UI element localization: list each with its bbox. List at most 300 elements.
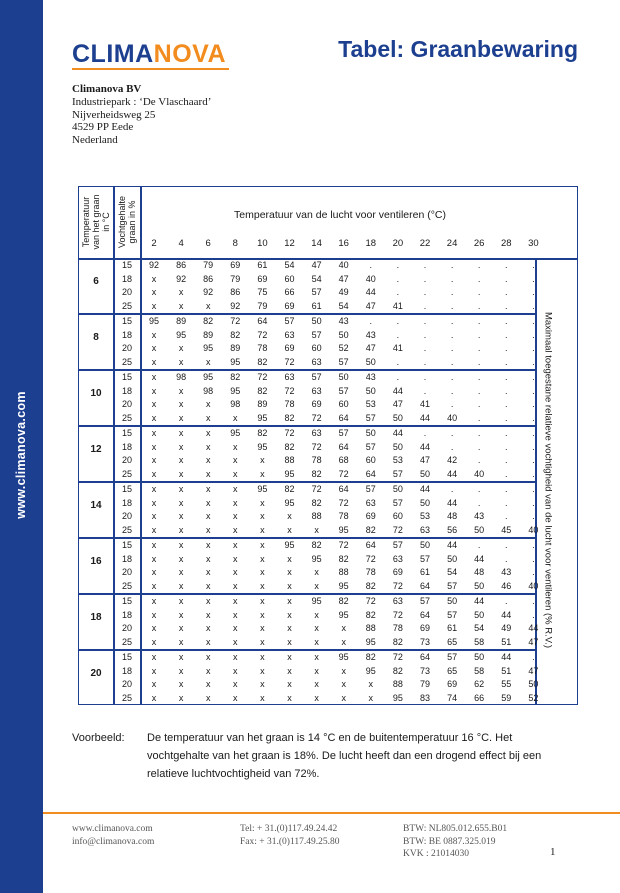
humidity-cell: x [260,468,265,479]
humidity-cell: x [205,455,211,466]
humidity-cell: 82 [284,441,295,452]
humidity-cell: 50 [338,329,349,340]
moisture-cell: 20 [121,343,132,354]
humidity-cell: x [205,665,211,676]
humidity-cell: . [505,287,508,298]
moisture-cell: 20 [121,511,132,522]
humidity-cell: 78 [284,399,295,410]
humidity-cell: x [178,468,184,479]
humidity-cell: . [532,484,535,494]
footer-divider [43,812,620,814]
humidity-cell: 57 [392,468,403,479]
humidity-cell: x [233,692,238,703]
humidity-cell: . [505,428,508,438]
humidity-cell: . [532,652,535,662]
humidity-cell: 82 [311,497,322,508]
humidity-cell: 53 [419,511,430,522]
humidity-cell: 64 [338,484,349,494]
logo-underline [72,68,229,70]
max-humidity-label: Maximaal toegestane relatieve vochtigheid van de lucht voor ventileren (% R.V.) [542,311,554,649]
humidity-cell: . [396,260,400,270]
humidity-cell: . [450,372,454,382]
humidity-cell: . [369,260,373,270]
humidity-cell: 44 [419,484,430,494]
humidity-cell: x [178,636,184,647]
humidity-cell: x [233,652,238,662]
humidity-cell: 95 [365,636,376,647]
humidity-cell: 82 [392,636,403,647]
air-temp-header-8: 8 [232,238,238,249]
humidity-cell: x [341,636,346,647]
humidity-cell: x [233,441,238,452]
humidity-cell: . [532,343,535,354]
humidity-cell: . [450,356,454,367]
humidity-cell: 95 [284,497,295,508]
humidity-cell: 82 [365,580,376,591]
humidity-cell: 48 [474,567,485,578]
humidity-cell: x [178,652,184,662]
humidity-cell: x [178,455,184,466]
humidity-cell: 82 [284,484,295,494]
humidity-cell: . [477,540,481,550]
humidity-cell: . [423,273,427,284]
humidity-cell: x [178,484,184,494]
humidity-cell: x [233,609,238,620]
humidity-cell: . [477,412,481,423]
humidity-cell: . [532,441,535,452]
humidity-cell: 75 [257,287,268,298]
humidity-cell: . [532,385,535,396]
humidity-cell: . [450,260,454,270]
humidity-cell: x [260,679,265,690]
humidity-cell: x [151,623,157,634]
humidity-cell: x [233,636,238,647]
humidity-cell: 95 [176,329,187,340]
humidity-cell: . [532,316,535,326]
humidity-cell: . [423,316,427,326]
humidity-cell: 72 [284,385,295,396]
footer-contact-phone [240,823,339,848]
humidity-cell: x [205,412,211,423]
humidity-cell: x [205,609,211,620]
column-divider [140,186,142,705]
moisture-cell: 20 [121,623,132,634]
humidity-cell: 82 [311,540,322,550]
humidity-cell: 82 [365,609,376,620]
humidity-cell: x [260,497,265,508]
humidity-cell: . [505,455,508,466]
humidity-cell: x [260,553,265,564]
humidity-cell: 40 [528,580,539,591]
humidity-cell: x [178,343,184,354]
humidity-cell: . [505,468,508,479]
address-line: Nederland [72,134,118,147]
humidity-cell: x [151,412,157,423]
humidity-cell: x [151,580,157,591]
humidity-cell: 44 [419,441,430,452]
humidity-cell: 95 [203,343,214,354]
humidity-cell: x [151,300,157,311]
humidity-cell: . [423,300,427,311]
logo-part-nova: NOVA [153,40,227,68]
humidity-cell: 52 [338,343,349,354]
humidity-cell: . [423,287,427,298]
humidity-cell: 57 [338,428,349,438]
humidity-cell: . [477,260,481,270]
humidity-cell: 50 [365,385,376,396]
humidity-cell: x [205,652,211,662]
humidity-cell: 79 [419,679,430,690]
humidity-cell: 50 [392,441,403,452]
humidity-cell: x [178,399,184,410]
example-text: De temperatuur van het graan is 14 °C en de buitentemperatuur 16 °C. Het vochtgehalte van het graan is 18%. De lucht heeft dan een drogend effect bij een relatieve luchtvochtigheid van 72%. [147,732,542,780]
humidity-cell: 95 [392,692,403,703]
humidity-cell: 61 [311,300,322,311]
humidity-cell: x [233,412,238,423]
humidity-cell: 57 [338,356,349,367]
humidity-cell: 63 [311,428,322,438]
humidity-cell: . [505,300,508,311]
humidity-cell: . [505,385,508,396]
address-line: 4529 PP Eede [72,121,134,134]
humidity-cell: 54 [311,273,322,284]
humidity-cell: 44 [447,497,458,508]
humidity-cell: 95 [203,372,214,382]
humidity-cell: 47 [392,399,403,410]
humidity-cell: x [233,665,238,676]
humidity-cell: . [532,540,535,550]
humidity-cell: . [505,329,508,340]
humidity-cell: 82 [230,329,241,340]
humidity-cell: x [178,553,184,564]
moisture-cell: 15 [121,484,132,494]
humidity-cell: x [178,524,184,535]
humidity-cell: x [233,567,238,578]
moisture-cell: 25 [121,692,132,703]
humidity-cell: . [450,441,454,452]
humidity-cell: x [178,623,184,634]
humidity-cell: 95 [284,540,295,550]
moisture-cell: 25 [121,580,132,591]
humidity-cell: x [151,455,157,466]
humidity-cell: 50 [311,316,322,326]
sidebar-stripe [0,0,43,893]
humidity-cell: 44 [474,596,485,606]
moisture-cell: 20 [121,679,132,690]
humidity-cell: x [151,484,157,494]
humidity-cell: x [151,356,157,367]
footer-registration [403,823,507,861]
humidity-cell: . [450,428,454,438]
company-logo [72,40,226,69]
humidity-cell: x [233,679,238,690]
footer-kvk: KVK : 21014030 [403,849,469,859]
humidity-cell: x [260,692,265,703]
humidity-cell: . [505,553,508,564]
humidity-cell: 89 [230,343,241,354]
humidity-cell: 64 [365,468,376,479]
humidity-cell: 47 [365,343,376,354]
humidity-cell: x [368,692,374,703]
humidity-cell: 95 [311,553,322,564]
air-temp-header-28: 28 [501,238,512,249]
group-separator [78,369,535,371]
humidity-cell: x [151,273,157,284]
humidity-cell: x [151,441,157,452]
humidity-cell: x [233,468,238,479]
humidity-cell: x [205,679,211,690]
humidity-cell: x [178,567,184,578]
humidity-cell: 95 [338,609,349,620]
moisture-cell: 25 [121,300,132,311]
moisture-cell: 20 [121,399,132,410]
sidebar-website: www.climanova.com [14,391,28,519]
humidity-cell: x [178,511,184,522]
document-title: Tabel: Graanbewaring [338,36,578,62]
humidity-cell: . [396,372,400,382]
humidity-cell: 64 [365,540,376,550]
humidity-cell: 64 [338,441,349,452]
humidity-cell: 50 [365,428,376,438]
humidity-cell: . [477,372,481,382]
humidity-cell: . [505,399,508,410]
humidity-cell: x [151,636,157,647]
humidity-cell: 47 [419,455,430,466]
humidity-cell: 50 [447,596,458,606]
humidity-cell: x [260,636,265,647]
humidity-cell: . [477,287,481,298]
humidity-cell: . [396,356,400,367]
air-temperature-title: Temperatuur van de lucht voor ventileren (°C) [234,209,446,221]
humidity-cell: x [287,623,292,634]
humidity-cell: x [151,343,157,354]
humidity-cell: 57 [311,287,322,298]
humidity-cell: 61 [257,260,268,270]
humidity-cell: . [505,316,508,326]
humidity-cell: x [178,385,184,396]
humidity-cell: . [450,273,454,284]
humidity-cell: x [205,497,211,508]
air-temp-header-16: 16 [338,238,349,249]
humidity-cell: 72 [392,609,403,620]
humidity-cell: . [477,300,481,311]
humidity-cell: 65 [447,665,458,676]
humidity-cell: 52 [528,692,539,703]
humidity-cell: 41 [392,343,403,354]
humidity-cell: 72 [365,596,376,606]
humidity-cell: . [505,484,508,494]
air-temp-header-18: 18 [365,238,377,249]
humidity-cell: x [287,596,292,606]
humidity-cell: x [205,468,211,479]
humidity-cell: . [532,428,535,438]
humidity-cell: x [233,524,238,535]
humidity-cell: 57 [392,497,403,508]
humidity-cell: . [477,316,481,326]
humidity-cell: . [532,609,535,620]
humidity-cell: x [260,511,265,522]
humidity-cell: 63 [311,385,322,396]
moisture-cell: 18 [121,609,132,620]
humidity-cell: . [505,260,508,270]
humidity-cell: x [205,692,211,703]
humidity-cell: 72 [284,356,295,367]
humidity-cell: 69 [419,623,430,634]
humidity-cell: 47 [528,665,539,676]
humidity-cell: . [505,412,508,423]
humidity-cell: 86 [230,287,241,298]
humidity-cell: 92 [176,273,187,284]
humidity-cell: 69 [230,260,241,270]
humidity-cell: 72 [392,524,403,535]
humidity-cell: . [423,356,427,367]
humidity-cell: 95 [338,524,349,535]
humidity-cell: 72 [365,553,376,564]
humidity-cell: 44 [447,540,458,550]
group-separator [78,481,535,483]
humidity-cell: x [314,692,319,703]
humidity-cell: 63 [284,329,295,340]
humidity-cell: . [423,343,427,354]
humidity-cell: 55 [501,679,512,690]
humidity-cell: x [233,455,238,466]
humidity-cell: 65 [447,636,458,647]
grain-temp-20: 20 [90,668,102,679]
humidity-cell: . [532,356,535,367]
humidity-cell: x [151,385,157,396]
humidity-cell: x [260,567,265,578]
humidity-cell: x [205,484,211,494]
humidity-cell: 50 [447,553,458,564]
humidity-cell: 47 [338,273,349,284]
humidity-cell: x [151,596,157,606]
humidity-cell: 92 [203,287,214,298]
humidity-cell: 79 [257,300,268,311]
group-separator [78,593,535,595]
humidity-cell: 50 [338,372,349,382]
logo-part-clima: CLIMA [72,40,154,68]
humidity-cell: 44 [501,609,512,620]
humidity-cell: . [532,260,535,270]
humidity-cell: . [477,497,481,508]
humidity-cell: x [205,399,211,410]
humidity-cell: . [532,287,535,298]
humidity-cell: 53 [365,399,376,410]
humidity-cell: 72 [311,441,322,452]
humidity-cell: . [423,428,427,438]
humidity-cell: 78 [338,511,349,522]
humidity-cell: 63 [392,596,403,606]
humidity-cell: x [205,553,211,564]
humidity-cell: . [423,260,427,270]
humidity-cell: 50 [392,412,403,423]
humidity-cell: x [341,665,346,676]
humidity-cell: 50 [419,468,430,479]
humidity-cell: x [287,679,292,690]
humidity-cell: 60 [365,455,376,466]
moisture-cell: 18 [121,329,132,340]
humidity-cell: 82 [392,665,403,676]
humidity-cell: x [205,623,211,634]
grain-temp-8: 8 [93,332,99,343]
humidity-cell: 69 [311,399,322,410]
humidity-cell: 79 [230,273,241,284]
humidity-cell: 60 [338,399,349,410]
humidity-cell: 50 [474,652,485,662]
humidity-cell: 89 [257,399,268,410]
humidity-cell: 51 [501,636,512,647]
humidity-cell: x [205,356,211,367]
humidity-cell: x [178,596,184,606]
humidity-cell: 64 [419,609,430,620]
humidity-cell: . [450,316,454,326]
humidity-cell: . [532,300,535,311]
humidity-cell: x [151,287,157,298]
humidity-cell: 57 [365,484,376,494]
humidity-cell: 72 [392,580,403,591]
humidity-cell: x [178,580,184,591]
humidity-cell: x [287,636,292,647]
humidity-cell: 72 [257,329,268,340]
humidity-cell: 53 [392,455,403,466]
humidity-cell: 50 [392,484,403,494]
humidity-cell: . [505,356,508,367]
page-number: 1 [550,846,556,858]
humidity-cell: 40 [528,524,539,535]
humidity-cell: 98 [230,399,241,410]
humidity-cell: x [151,609,157,620]
humidity-cell: x [178,441,184,452]
humidity-cell: 57 [284,316,295,326]
humidity-cell: x [314,665,319,676]
moisture-cell: 25 [121,468,132,479]
humidity-cell: 95 [284,468,295,479]
humidity-cell: 72 [311,484,322,494]
humidity-cell: x [233,540,238,550]
humidity-cell: 82 [284,412,295,423]
humidity-cell: 95 [257,441,268,452]
column-divider [113,186,115,705]
moisture-header: Vochtgehalte graan in % [117,195,137,249]
humidity-cell: 40 [447,412,458,423]
moisture-cell: 18 [121,441,132,452]
air-temp-header-12: 12 [284,238,295,249]
humidity-cell: 98 [176,372,187,382]
humidity-cell: 95 [230,428,241,438]
air-temp-header-4: 4 [178,238,184,249]
humidity-cell: 40 [365,273,376,284]
grain-temp-10: 10 [90,388,102,399]
moisture-cell: 18 [121,385,132,396]
humidity-cell: x [205,524,211,535]
humidity-cell: 78 [392,623,403,634]
humidity-cell: 92 [148,260,159,270]
humidity-cell: 46 [501,580,512,591]
humidity-cell: x [287,609,292,620]
humidity-cell: . [477,455,481,466]
humidity-cell: x [151,652,157,662]
humidity-cell: 72 [338,540,349,550]
humidity-cell: x [205,567,211,578]
humidity-cell: . [532,455,535,466]
humidity-cell: 50 [474,524,485,535]
humidity-cell: 44 [501,652,512,662]
humidity-cell: x [151,665,157,676]
humidity-cell: 79 [203,260,214,270]
humidity-cell: 72 [311,412,322,423]
moisture-cell: 18 [121,273,132,284]
humidity-cell: 89 [203,329,214,340]
